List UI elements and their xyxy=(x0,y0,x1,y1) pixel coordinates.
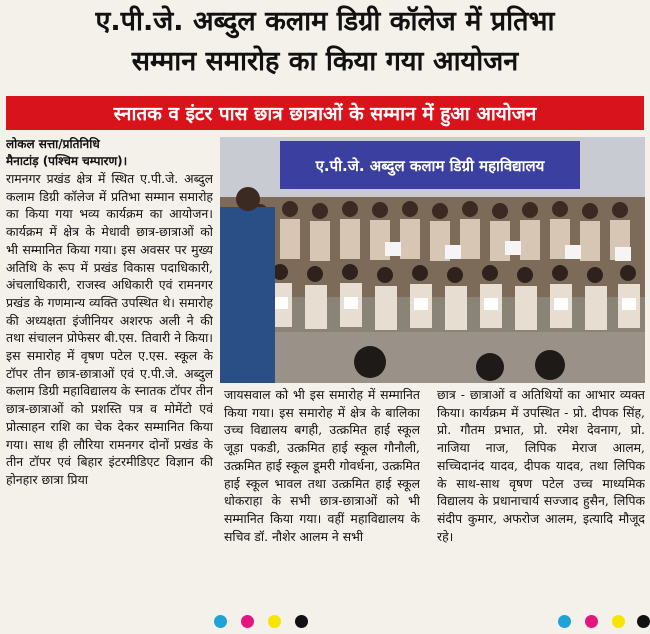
registration-dot-black xyxy=(637,615,650,628)
registration-dot-black xyxy=(295,615,308,628)
headline-line-2: सम्मान समारोह का किया गया आयोजन xyxy=(131,46,519,77)
college-banner-text: ए.पी.जे. अब्दुल कलाम डिग्री महाविद्यालय xyxy=(315,157,545,175)
registration-dot-cyan xyxy=(558,615,571,628)
presenter-figure xyxy=(220,207,275,383)
headline-line-1: ए.पी.जे. अब्दुल कलाम डिग्री कॉलेज में प्रतिभा xyxy=(95,6,555,37)
article-text-col-2: जायसवाल को भी इस समारोह में सम्मानित किया गया। इस समारोह में क्षेत्र के बालिका उच्च विद्यालय बगही, उत्क्रमित हाई स्कूल जूड़ा पकडी, उत्क्रमित हाई स्कूल गौनौली, उत्क्रमित हाई स्कूल डूमरी गोवर्धना, उत्क्रमित हाई स्कूल भावल तथा उत्क्रमित हाई स्कूल धोकराहा के सभी छात्र-छात्राओं को भी सम्मानित किया गया। वहीं महाविद्यालय के सचिव डॉ. नौशेर आलम ने सभी xyxy=(224,387,420,544)
subheadline-text: स्नातक व इंटर पास छात्र छात्राओं के सम्मान में हुआ आयोजन xyxy=(113,103,537,125)
event-photo xyxy=(220,137,645,383)
article-column-3 xyxy=(437,386,645,606)
headline xyxy=(0,0,650,82)
event-photo-illustration xyxy=(220,137,645,383)
article-text-col-3: छात्र - छात्राओं व अतिथियों का आभार व्यक्त किया। कार्यक्रम में उपस्थित - प्रो. दीपक सिंह, प्रो. गौतम प्रभात, प्रो. रमेश देवनाग, प्रो. नाजिया नाज, लिपिक मेराज आलम, सच्चिदानंद यादव, दीपक यादव, तथा लिपिक के साथ-साथ वृषण पटेल उच्च माध्यमिक विद्यालय के प्रधानाचार्य सज्जाद हुसैन, लिपिक संदीप कुमार, अफरोज आलम, इत्यादि मौजूद रहे। xyxy=(437,387,645,544)
article-column-1 xyxy=(6,136,213,604)
byline-place: मैनाटांड़ (पश्चिम चम्पारण)। xyxy=(6,154,128,168)
registration-dot-yellow xyxy=(612,615,625,628)
article-column-2 xyxy=(224,386,420,606)
subheadline-bar xyxy=(6,96,644,130)
registration-dot-magenta xyxy=(241,615,254,628)
article-text-col-1: रामनगर प्रखंड क्षेत्र में स्थित ए.पी.जे. अब्दुल कलाम डिग्री कॉलेज में प्रतिभा सम्मान समारोह का किया गया भव्य कार्यक्रम का आयोजन। कार्यक्रम में क्षेत्र के मेधावी छात्र-छात्राओं को भी सम्मानित किया गया। इस अवसर पर मुख्य अतिथि के रूप में प्रखंड विकास पदाधिकारी, अंचलाधिकारी, राजस्व अधिकारी एवं रामनगर प्रखंड के गणमान्य व्यक्ति उपस्थित थे। समारोह की अध्यक्षता इंजीनियर अशरफ अली ने की तथा संचालन प्रोफेसर बी.एस. तिवारी ने किया। इस समारोह में वृषण पटेल ए.एस. स्कूल के टॉपर तीन छात्र-छात्राओं एवं ए.पी.जे. अब्दुल कलाम डिग्री महाविद्यालय के स्नातक टॉपर तीन छात्र-छात्राओं को प्रशस्ति पत्र व मोमेंटो एवं प्रोत्साहन राशि का चेक देकर सम्मानित किया गया। साथ ही लौरिया रामनगर दोनों प्रखंड के तीन टॉपर एवं बिहार इंटरमीडिएट विज्ञान की होनहार छात्रा प्रिया xyxy=(6,171,213,487)
registration-dot-yellow xyxy=(268,615,281,628)
byline-source: लोकल सत्ता/प्रतिनिधि xyxy=(6,137,100,151)
registration-dot-magenta xyxy=(585,615,598,628)
registration-marks xyxy=(0,610,650,634)
registration-dot-cyan xyxy=(214,615,227,628)
